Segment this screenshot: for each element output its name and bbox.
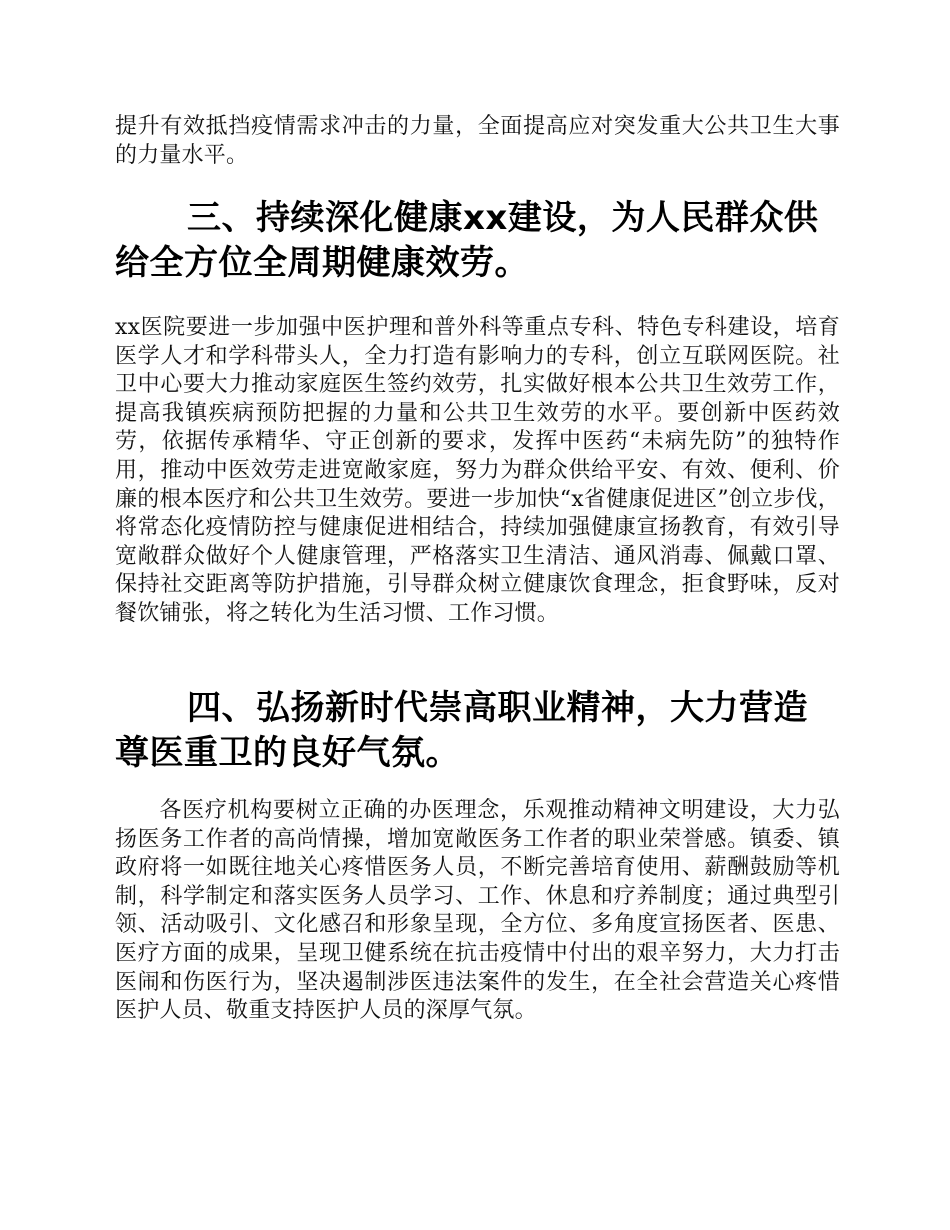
section-4-heading xyxy=(115,686,840,776)
section-3-heading-text: 三、持续深化健康xx建设，为人民群众供给全方位全周期健康效劳。 xyxy=(115,198,819,283)
section-3-paragraph: xx医院要进一步加强中医护理和普外科等重点专科、特色专科建设，培育医学人才和学科带头人，全力打造有影响力的专科，创立互联网医院。社卫中心要大力推动家庭医生签约效劳，扎实做好根本公共卫生效劳工作，提高我镇疾病预防把握的力量和公共卫生效劳的水平。要创新中医药效劳，依据传承精华、守正创新的要求，发挥中医药“未病先防”的独特作用，推动中医效劳走进宽敞家庭，努力为群众供给平安、有效、便利、价廉的根本医疗和公共卫生效劳。要进一步加快“x省健康促进区”创立步伐，将常态化疫情防控与健康促进相结合，持续加强健康宣扬教育，有效引导宽敞群众做好个人健康管理，严格落实卫生清洁、通风消毒、佩戴口罩、保持社交距离等防护措施，引导群众树立健康饮食理念，拒食野味，反对餐饮铺张，将之转化为生活习惯、工作习惯。 xyxy=(115,315,840,626)
section-4-heading-text: 四、弘扬新时代崇高职业精神，大力营造尊医重卫的良好气氛。 xyxy=(115,688,808,773)
section-4-body-block xyxy=(115,797,840,1026)
section-4-heading-block xyxy=(115,686,840,776)
section-4-paragraph-text: 各医疗机构要树立正确的办医理念，乐观推动精神文明建设，大力弘扬医务工作者的高尚情操，增加宽敞医务工作者的职业荣誉感。镇委、镇政府将一如既往地关心疼惜医务人员，不断完善培育使用、薪酬鼓励等机制，科学制定和落实医务人员学习、工作、休息和疗养制度；通过典型引领、活动吸引、文化感召和形象呈现，全方位、多角度宣扬医者、医患、医疗方面的成果，呈现卫健系统在抗击疫情中付出的艰辛努力，大力打击医闹和伤医行为，坚决遏制涉医违法案件的发生，在全社会营造关心疼惜医护人员、敬重支持医护人员的深厚气氛。 xyxy=(115,798,840,1024)
continued-paragraph-block xyxy=(115,113,840,170)
section-3-body-block xyxy=(115,314,840,629)
section-3-heading-block xyxy=(115,196,840,286)
continued-paragraph: 提升有效抵挡疫情需求冲击的力量，全面提高应对突发重大公共卫生大事的力量水平。 xyxy=(115,114,840,168)
section-4-paragraph xyxy=(115,797,840,1026)
section-3-heading xyxy=(115,196,840,286)
